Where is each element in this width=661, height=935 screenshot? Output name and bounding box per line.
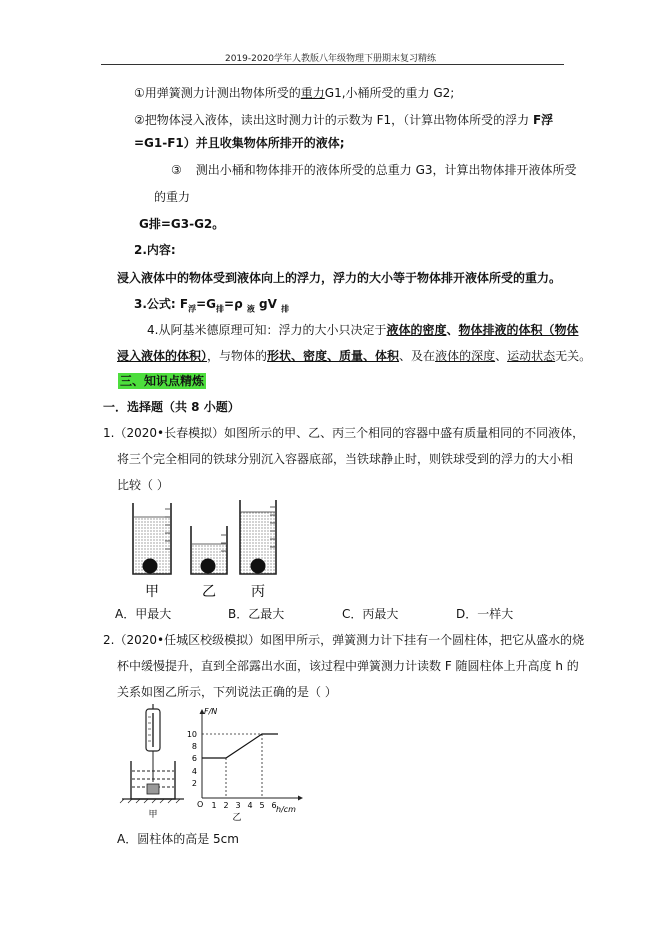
label-jia: 甲 (145, 584, 159, 600)
content-text: 浸入液体中的物体受到液体向上的浮力，浮力的大小等于物体排开液体所受的重力。 (117, 271, 562, 285)
x-tick-3: 3 (235, 801, 241, 810)
x-tick-4: 4 (247, 801, 253, 810)
y-tick-8: 8 (191, 742, 197, 751)
y-tick-4: 4 (191, 767, 197, 776)
q1-line-2: 将三个完全相同的铁球分别沉入容器底部，当铁球静止时，则铁球受到的浮力的大小相 (117, 452, 574, 466)
x-tick-6: 6 (271, 801, 277, 810)
label-bing: 丙 (251, 584, 265, 600)
step-3-formula: G排=G3-G2。 (139, 217, 225, 231)
q1-option-c[interactable]: C．丙最大 (342, 607, 399, 621)
q2-figure (118, 704, 308, 822)
q1-line-1: 1.（2020•长春模拟）如图所示的甲、乙、丙三个相同的容器中盛有质量相同的不同液体， (103, 426, 585, 440)
page-header: 2019-2020学年人教版八年级物理下册期末复习精练 (224, 54, 437, 64)
content-heading: 2.内容: (134, 243, 176, 257)
step-1: ①用弹簧测力计测出物体所受的重力G1,小桶所受的重力 G2; (134, 86, 455, 100)
cylinder-bing (240, 500, 276, 574)
q1-option-b[interactable]: B．乙最大 (228, 607, 285, 621)
y-tick-6: 6 (191, 754, 197, 763)
x-tick-1: 1 (211, 801, 217, 810)
iron-ball (143, 559, 158, 574)
step-3: ③ 测出小桶和物体排开的液体所受的总重力 G3，计算出物体排开液体所受 (171, 163, 577, 177)
q1-line-3: 比较（ ） (117, 478, 169, 492)
q1-option-a[interactable]: A．甲最大 (115, 607, 172, 621)
f-h-graph (187, 707, 303, 814)
cylinder-block (147, 784, 159, 794)
spring-scale-apparatus (120, 704, 184, 803)
header-rule (101, 64, 564, 65)
force-curve (202, 734, 278, 758)
y-tick-10: 10 (186, 730, 197, 739)
formula: 3.公式: $F_浮=G_排=\rho$ $_液$ gV $_排$ (134, 297, 290, 314)
y-tick-2: 2 (191, 779, 197, 788)
iron-ball (251, 559, 266, 574)
q1-option-d[interactable]: D．一样大 (456, 607, 514, 621)
q2-line-1: 2.（2020•任城区校级模拟）如图甲所示，弹簧测力计下挂有一个圆柱体，把它从盛水的烧 (103, 633, 585, 647)
section-title: 三、知识点精炼 (120, 374, 205, 388)
archimedes-line-2: 浸入液体的体积），与物体的形状、密度、质量、体积、及在液体的深度、运动状态无关。 (117, 349, 592, 363)
y-axis-label: F/N (204, 707, 218, 716)
label-yi: 乙 (232, 813, 242, 822)
x-axis-label: h/cm (276, 805, 296, 814)
cylinder-jia (133, 503, 171, 574)
part-title: 一．选择题（共 8 小题） (103, 400, 240, 414)
origin-label: O (197, 800, 204, 809)
iron-ball (201, 559, 216, 574)
label-yi: 乙 (202, 584, 216, 600)
q1-figure (120, 497, 285, 602)
step-2-cont: =G1-F1）并且收集物体所排开的液体; (134, 136, 345, 150)
label-jia: 甲 (148, 810, 158, 820)
cylinder-yi (191, 526, 227, 574)
x-tick-5: 5 (259, 801, 265, 810)
q2-line-2: 杯中缓慢提升，直到全部露出水面，该过程中弹簧测力计读数 F 随圆柱体上升高度 h 的 (117, 659, 579, 673)
x-tick-2: 2 (223, 801, 229, 810)
step-3-cont: 的重力 (154, 190, 191, 204)
archimedes-line-1: 4.从阿基米德原理可知：浮力的大小只决定于液体的密度、物体排液的体积（物体 (147, 323, 579, 337)
step-2: ②把物体浸入液体，读出这时测力计的示数为 F1，（计算出物体所受的浮力 F浮 (134, 113, 554, 127)
q2-line-3: 关系如图乙所示，下列说法正确的是（ ） (117, 685, 337, 699)
q2-option-a[interactable]: A．圆柱体的高是 5cm (117, 832, 239, 846)
